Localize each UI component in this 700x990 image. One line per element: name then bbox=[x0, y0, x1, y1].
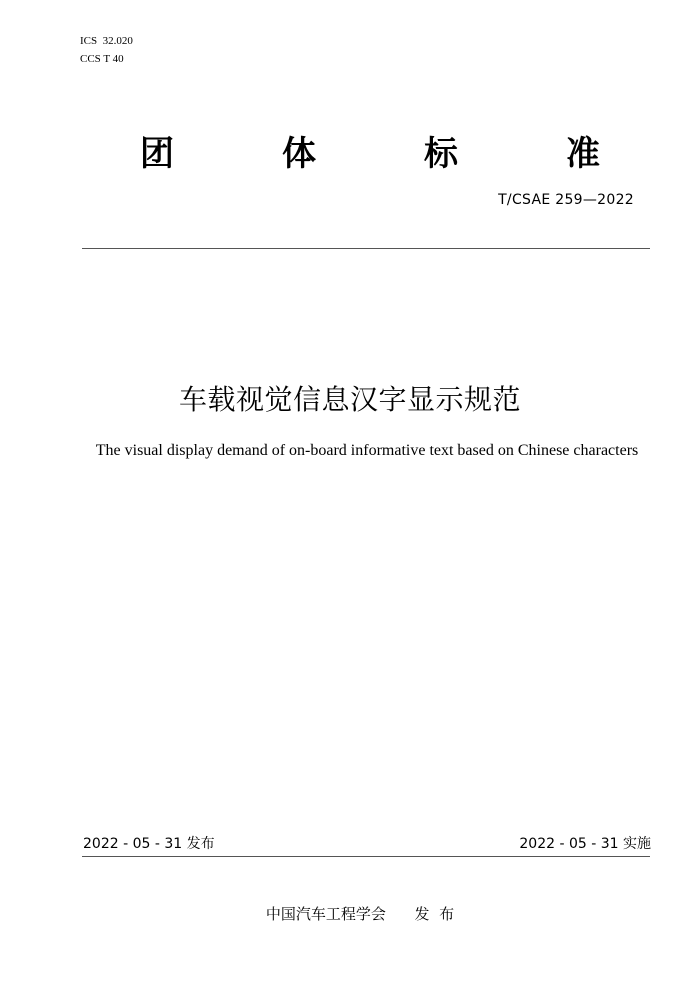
document-title-chinese: 车载视觉信息汉字显示规范 bbox=[178, 383, 521, 416]
ccs-code: CCS T 40 bbox=[80, 53, 124, 65]
document-title-english: The visual display demand of on-board informative text based on Chinese characters bbox=[95, 442, 639, 459]
publish-action: 发 布 bbox=[414, 905, 455, 923]
standard-type-heading bbox=[140, 132, 600, 176]
header-divider bbox=[82, 248, 650, 249]
standard-number: T/CSAE 259—2022 bbox=[498, 192, 634, 208]
standard-type-char: 体 bbox=[282, 134, 316, 174]
standard-type-char: 标 bbox=[424, 134, 458, 174]
footer-divider bbox=[82, 856, 650, 857]
issue-date: 2022 - 05 - 31 发布 bbox=[83, 836, 215, 852]
publisher-organization: 中国汽车工程学会 bbox=[265, 905, 386, 923]
standard-type-char: 准 bbox=[566, 134, 600, 174]
implementation-date: 2022 - 05 - 31 实施 bbox=[519, 836, 651, 852]
publisher-line bbox=[0, 904, 700, 924]
ics-code: ICS 32.020 bbox=[80, 35, 133, 47]
standard-type-char: 团 bbox=[140, 134, 174, 174]
